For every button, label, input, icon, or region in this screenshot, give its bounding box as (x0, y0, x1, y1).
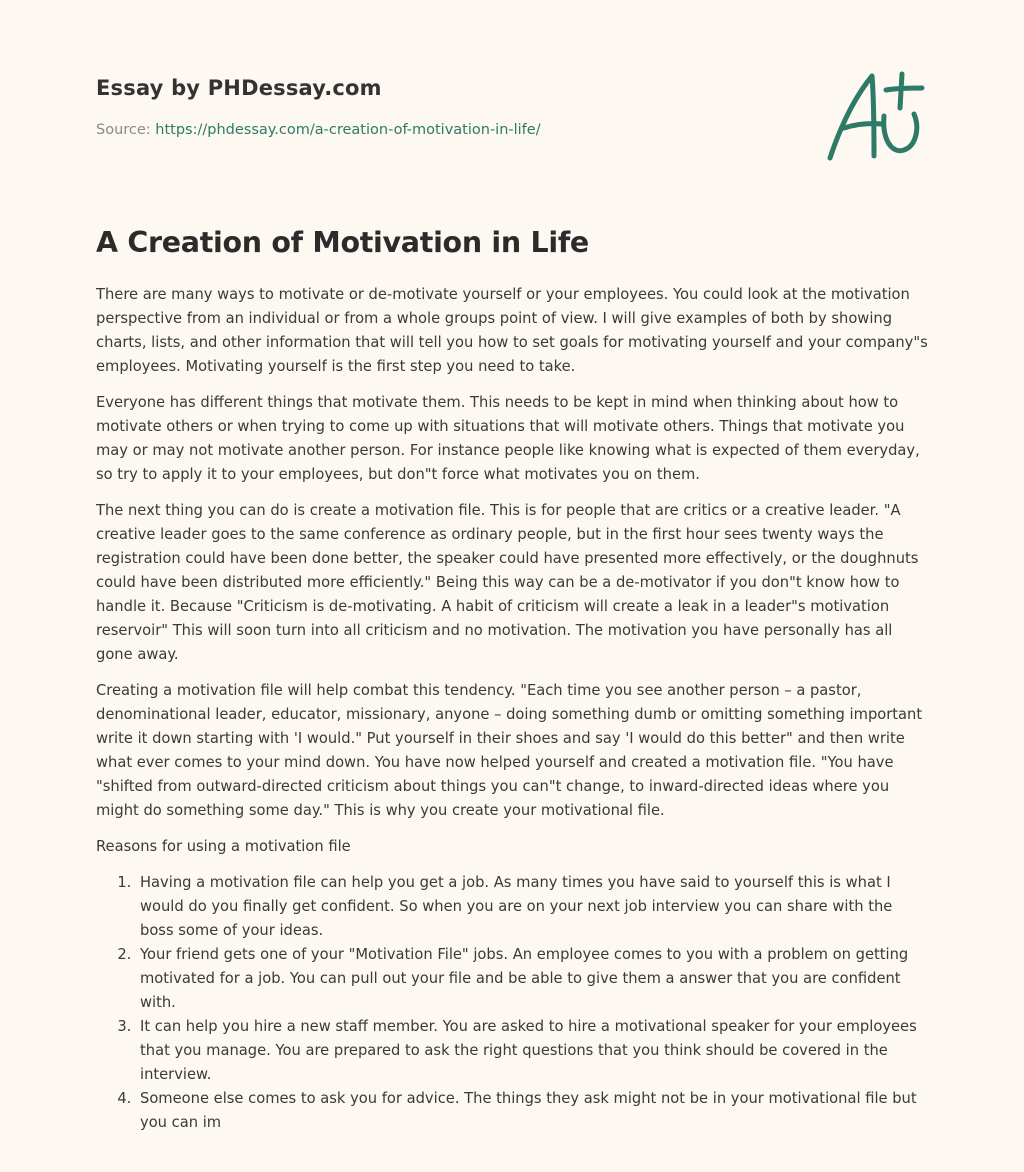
list-item: 3. It can help you hire a new staff member. You are asked to hire a motivational speaker for your employees that you manage. You are prepared to ask the right questions that you think should be covered in the interview. (136, 1015, 928, 1087)
reasons-list (96, 871, 928, 1135)
essay-header (96, 76, 796, 138)
list-item: 1. Having a motivation file can help you get a job. As many times you have said to yourself this is what I would do you finally get confident. So when you are on your next job interview you can share with the boss some of your ideas. (136, 871, 928, 943)
paragraph: Creating a motivation file will help combat this tendency. "Each time you see another person – a pastor, denominational leader, educator, missionary, anyone – doing something dumb or omitting something important write it down starting with 'I would." Put yourself in their shoes and say 'I would do this better" and then write what ever comes to your mind down. You have now helped yourself and created a motivation file. "You have "shifted from outward-directed criticism about things you can"t change, to inward-directed ideas where you might do something some day." This is why you create your motivational file. (96, 682, 923, 819)
list-intro: Reasons for using a motivation file (96, 838, 351, 855)
essay-body (96, 226, 928, 1135)
list-item: 2. Your friend gets one of your "Motivation File" jobs. An employee comes to you with a problem on getting motivated for a job. You can pull out your file and be able to give them a answer that you are confident with. (136, 943, 928, 1015)
a-plus-grade-icon (822, 66, 930, 166)
source-line (96, 122, 796, 138)
source-link[interactable]: https://phdessay.com/a-creation-of-motivation-in-life/ (155, 122, 541, 138)
paragraph: The next thing you can do is create a motivation file. This is for people that are critics or a creative leader. "A creative leader goes to the same conference as ordinary people, but in the first hour sees twenty ways the registration could have been done better, the speaker could have presented more effectively, or the doughnuts could have been distributed more efficiently." Being this way can be a de-motivator if you don"t know how to handle it. Because "Criticism is de-motivating. A habit of criticism will create a leak in a leader"s motivation reservoir" This will soon turn into all criticism and no motivation. The motivation you have personally has all gone away. (96, 502, 919, 663)
paragraph: Everyone has different things that motivate them. This needs to be kept in mind when thinking about how to motivate others or when trying to come up with situations that will motivate others. Things that motivate you may or may not motivate another person. For instance people like knowing what is expected of them everyday, so try to apply it to your employees, but don"t force what motivates you on them. (96, 394, 920, 483)
paragraph: There are many ways to motivate or de-motivate yourself or your employees. You could look at the motivation perspective from an individual or from a whole groups point of view. I will give examples of both by showing charts, lists, and other information that will tell you how to set goals for motivating yourself and your company"s employees. Motivating yourself is the first step you need to take. (96, 286, 928, 375)
list-item: 4. Someone else comes to ask you for advice. The things they ask might not be in your motivational file but you can im (136, 1087, 928, 1135)
source-label: Source: (96, 122, 156, 138)
essay-title: A Creation of Motivation in Life (96, 226, 589, 259)
site-title: Essay by PHDessay.com (96, 76, 382, 100)
